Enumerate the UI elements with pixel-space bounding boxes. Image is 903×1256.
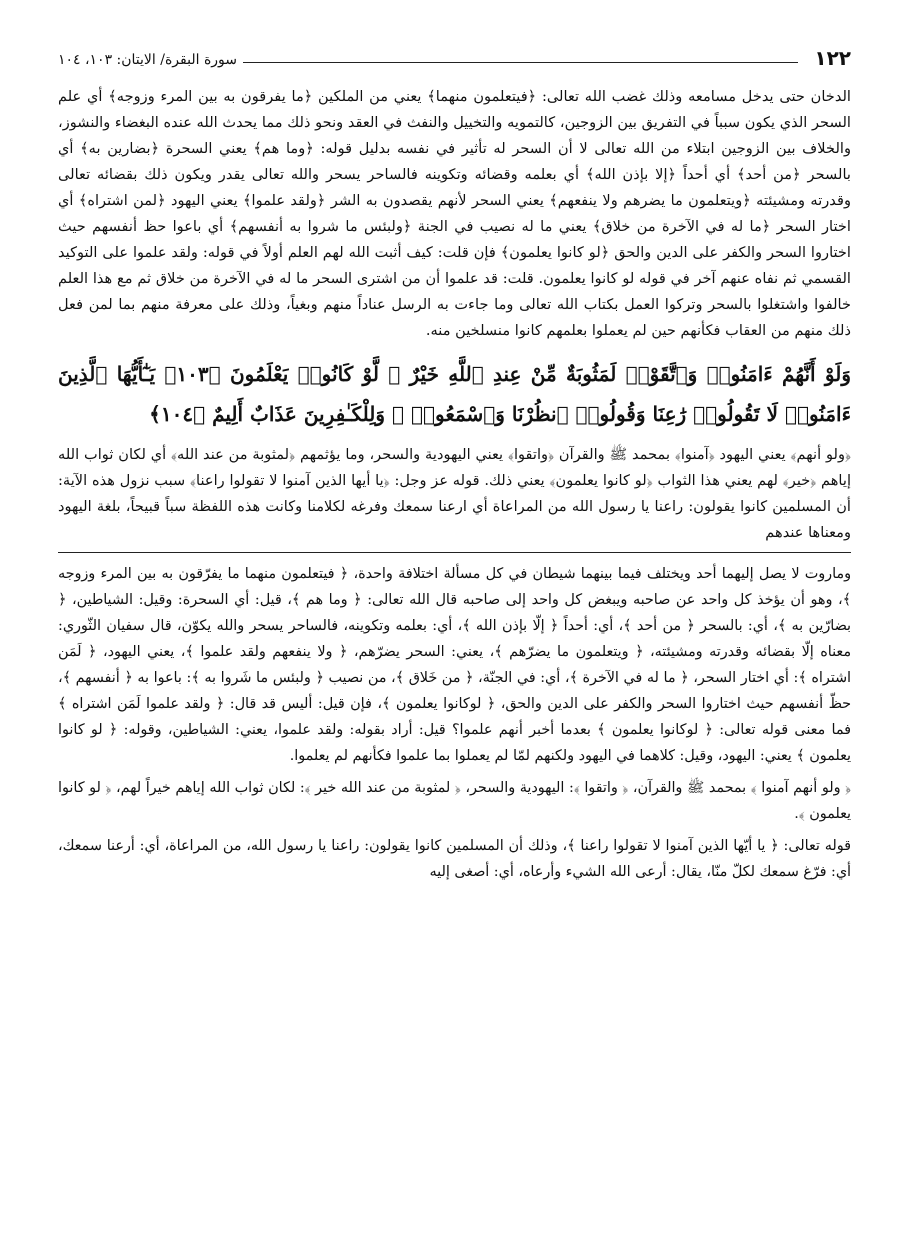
- footnote-paragraph: ﴿ ولو أنهم آمنوا ﴾ بمحمد ﷺ والقرآن، ﴿ واتقوا ﴾: اليهودية والسحر، ﴿ لمثوبة من عند الله خير ﴾: لكان ثواب الله إياهم خيراً لهم، ﴿ لو كانوا يعلمون ﴾.: [58, 780, 851, 822]
- footnotes-section: [58, 561, 851, 885]
- running-title: سورة البقرة/ الايتان: ١٠٣، ١٠٤: [58, 52, 237, 68]
- footnote-paragraph: وماروت لا يصل إليهما أحد ويختلف فيما بينهما شيطان في كل مسألة اختلافة واحدة، ﴿ فيتعلمون منهما ما يفرّقون به بين المرء وزوجه ﴾، وهو أن يؤخذ كل واحد عن صاحبه ويبغض كل واحد إلى صاحبه قال الله تعالى: ﴿ وما هم ﴾، قيل: أي السحرة: وقيل: الشياطين، ﴿ بضارّين به ﴾، أي: بالسحر ﴿ من أحد ﴾، أي: أحداً ﴿ إلّا بإذن الله ﴾، أي: بعلمه وتكوينه، فالساحر يسحر والله يكوّن، قال سفيان الثّوري: معناه إلّا بقضائه وقدرته ومشيئته، ﴿ ويتعلمون ما يضرّهم ﴾، يعني: السحر يضرّهم، ﴿ ولا ينفعهم ولقد علموا ﴾، يعني اليهود، ﴿ لَمَن اشتراه ﴾: أي اختار السحر، ﴿ ما له في الآخرة ﴾، أي: في الجنّة، ﴿ من خَلاق ﴾، من نصيب ﴿ ولبئس ما شَروا به ﴾: باعوا به ﴿ أنفسهم ﴾، حظّ أنفسهم حيث اختاروا السحر والكفر على الدين والحق، ﴿ لوكانوا يعلمون ﴾، فإن قيل: أليس قد قال: ﴿ ولقد علموا لَمَن اشتراه ﴾ فما معنى قوله تعالى: ﴿ لوكانوا يعلمون ﴾ بعدما أخبر أنهم علموا؟ قيل: أراد بقوله: ولقد علموا، يعني: الشياطين، وقوله: ﴿ لو كانوا يعلمون ﴾ يعني: اليهود، وقيل: كلاهما في اليهود ولكنهم لمّا لم يعملوا بما علموا فكأنهم لم يعلموا.: [58, 566, 851, 764]
- tafsir-commentary: [58, 84, 851, 344]
- page-header: [58, 40, 851, 70]
- commentary-paragraph: الدخان حتى يدخل مسامعه وذلك غضب الله تعالى: ﴿فيتعلمون منهما﴾ يعني من الملكين ﴿ما يفرقون به بين المرء وزوجه﴾ أي علم السحر الذي يكون سبباً في التفريق بين الزوجين، كالتمويه والتخييل والنفث في العقد ونحو ذلك مما يحدث الله عنده البغضاء والنشوز، والخلاف بين الزوجين ابتلاء من الله تعالى لا أن السحر له تأثير في نفسه بدليل قوله: ﴿وما هم﴾ يعني السحرة ﴿بضارين به﴾ أي بالسحر ﴿من أحد﴾ أي أحداً ﴿إلا بإذن الله﴾ أي بعلمه وقضائه وتكوينه فالساحر يسحر والله تعالى يقدر ويكون ذلك بقضائه تعالى وقدرته ومشيئته ﴿ويتعلمون ما يضرهم ولا ينفعهم﴾ يعني السحر لأنهم يقصدون به الشر ﴿ولقد علموا﴾ يعني اليهود ﴿لمن اشتراه﴾ أي اختار السحر ﴿ما له في الآخرة من خلاق﴾ يعني ما له نصيب في الجنة ﴿ولبئس ما شروا به أنفسهم﴾ أي باعوا حظ أنفسهم حيث اختاروا السحر والكفر على الدين والحق ﴿لو كانوا يعلمون﴾ فإن قلت: كيف أثبت الله لهم العلم أولاً في قوله: ولقد علموا على التوكيد القسمي ثم نفاه عنهم آخر في قوله لو كانوا يعلمون. قلت: قد علموا أن من اشترى السحر ما له في الآخرة من خلاق ثم مع هذا العلم خالفوا واشتغلوا بالسحر وتركوا العمل بكتاب الله تعالى وما جاءت به الرسل عناداً منهم وبغياً، وذلك على معرفة منهم بما لمن فعل ذلك منهم من العقاب فكأنهم حين لم يعملوا بعلمهم كانوا منسلخين منه.: [58, 88, 851, 339]
- header-rule: [243, 62, 798, 63]
- commentary-paragraph: ﴿ولو أنهم﴾ يعني اليهود ﴿آمنوا﴾ بمحمد ﷺ والقرآن ﴿واتقوا﴾ يعني اليهودية والسحر، وما يؤثمهم ﴿لمثوبة من عند الله﴾ أي لكان ثواب الله إياهم ﴿خير﴾ لهم يعني هذا الثواب ﴿لو كانوا يعلمون﴾ يعني ذلك. قوله عز وجل: ﴿يا أيها الذين آمنوا لا تقولوا راعنا﴾ سبب نزول هذه الآية: أن المسلمين كانوا يقولون: راعنا يا رسول الله من المراعاة أي ارعنا سمعك وفرغه لكلامنا وكانت هذه اللفظة سباً قبيحاً، بلغة اليهود ومعناها عندهم: [58, 446, 851, 541]
- footnote-paragraph: قوله تعالى: ﴿ يا أيّها الذين آمنوا لا تقولوا راعنا ﴾، وذلك أن المسلمين كانوا يقولون: راعنا يا رسول الله، من المراعاة، أي: أرعنا سمعك، أي: فرّغ سمعك لكلّ منّا، يقال: أرعى الله الشيء وأرعاه، أي: أصغى إليه: [58, 838, 851, 880]
- quran-verse: وَلَوْ أَنَّهُمْ ءَامَنُوا۟ وَٱتَّقَوْا۟ لَمَثُوبَةٌ مِّنْ عِندِ ٱللَّهِ خَيْرٌ ۖ لَّوْ كَانُوا۟ يَعْلَمُونَ ﴿١٠٣﴾ يَـٰٓأَيُّهَا ٱلَّذِينَ ءَامَنُوا۟ لَا تَقُولُوا۟ رَٰعِنَا وَقُولُوا۟ ٱنظُرْنَا وَٱسْمَعُوا۟ ۗ وَلِلْكَـٰفِرِينَ عَذَابٌ أَلِيمٌ ﴿١٠٤﴾: [58, 362, 852, 426]
- page-number: ١٢٢: [814, 46, 851, 70]
- tafsir-commentary-continued: [58, 442, 851, 546]
- footnote-divider: [58, 552, 851, 553]
